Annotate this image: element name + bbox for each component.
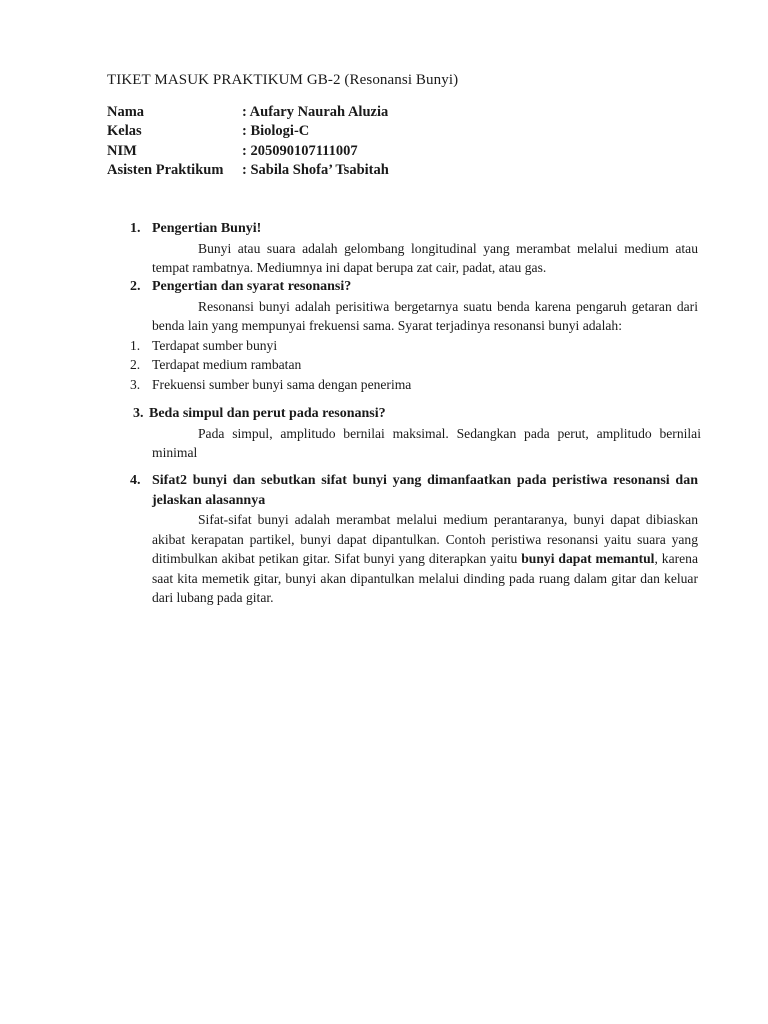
student-info	[107, 103, 389, 180]
answer-text-part: Sifat-sifat bunyi adalah merambat melalui medium perantaranya, bunyi dapat dibiaskan akibat kerapatan partikel, bunyi dapat dipantulkan. Contoh peristiwa resonansi yaitu suara yang ditimbulkan akibat petikan gitar. Sifat bunyi yang diterapkan yaitu	[152, 512, 698, 566]
answer-text-part: , karena saat kita memetik gitar, bunyi akan dipantulkan melalui dinding pada ruang dalam gitar dan keluar dari lubang pada gitar.	[152, 551, 698, 605]
info-label: Kelas	[107, 123, 142, 140]
question-text: Pengertian dan syarat resonansi?	[152, 279, 352, 294]
document-title: TIKET MASUK PRAKTIKUM GB-2 (Resonansi Bunyi)	[107, 72, 459, 88]
info-row-asisten	[107, 161, 389, 180]
answer-text: Bunyi atau suara adalah gelombang longitudinal yang merambat melalui medium atau tempat rambatnya. Mediumnya ini dapat berupa zat cair, padat, atau gas.	[152, 240, 698, 275]
info-row-nama	[107, 103, 389, 122]
info-label: Nama	[107, 104, 145, 120]
info-value: : 205090107111007	[242, 142, 358, 159]
question-text: Pengertian Bunyi!	[152, 221, 262, 236]
list-item-number: 3.	[130, 377, 141, 393]
requirements-list	[130, 336, 698, 395]
info-row-kelas	[107, 122, 389, 141]
question-heading	[130, 219, 698, 239]
question-heading	[130, 471, 698, 510]
info-row-nim	[107, 142, 389, 161]
question-heading	[133, 404, 701, 424]
question-text: Sifat2 bunyi dan sebutkan sifat bunyi yang dimanfaatkan pada peristiwa resonansi dan jelaskan alasannya	[152, 473, 698, 508]
info-label: Asisten Praktikum	[107, 161, 224, 178]
info-value: : Biologi-C	[242, 123, 310, 140]
list-item-text: Frekuensi sumber bunyi sama dengan penerima	[152, 377, 412, 393]
question-text: Beda simpul dan perut pada resonansi?	[149, 406, 386, 421]
question-block-3	[133, 404, 701, 463]
list-item-text: Terdapat medium rambatan	[152, 357, 302, 373]
list-item	[130, 336, 698, 356]
list-item	[130, 355, 698, 375]
question-number: 2.	[130, 279, 141, 294]
question-block-1	[130, 219, 698, 278]
list-item-text: Terdapat sumber bunyi	[152, 337, 278, 353]
question-heading	[130, 277, 698, 297]
question-block-2	[130, 277, 698, 395]
answer-text	[152, 510, 698, 608]
question-number: 4.	[130, 473, 141, 488]
list-item	[130, 375, 698, 395]
answer-bold-text: bunyi dapat memantul	[521, 551, 655, 566]
question-number: 3.	[133, 406, 144, 421]
answer-text: Resonansi bunyi adalah perisitiwa bergetarnya suatu benda karena pengaruh getaran dari benda lain yang mempunyai frekuensi sama. Syarat terjadinya resonansi bunyi adalah:	[152, 298, 698, 333]
info-value: : Sabila Shofa’ Tsabitah	[242, 161, 389, 178]
info-value: : Aufary Naurah Aluzia	[242, 104, 389, 120]
list-item-number: 1.	[130, 337, 141, 353]
question-block-4	[130, 471, 698, 608]
question-number: 1.	[130, 221, 141, 236]
info-label: NIM	[107, 142, 137, 159]
list-item-number: 2.	[130, 357, 141, 373]
answer-text: Pada simpul, amplitudo bernilai maksimal. Sedangkan pada perut, amplitudo bernilai minimal	[152, 425, 701, 460]
